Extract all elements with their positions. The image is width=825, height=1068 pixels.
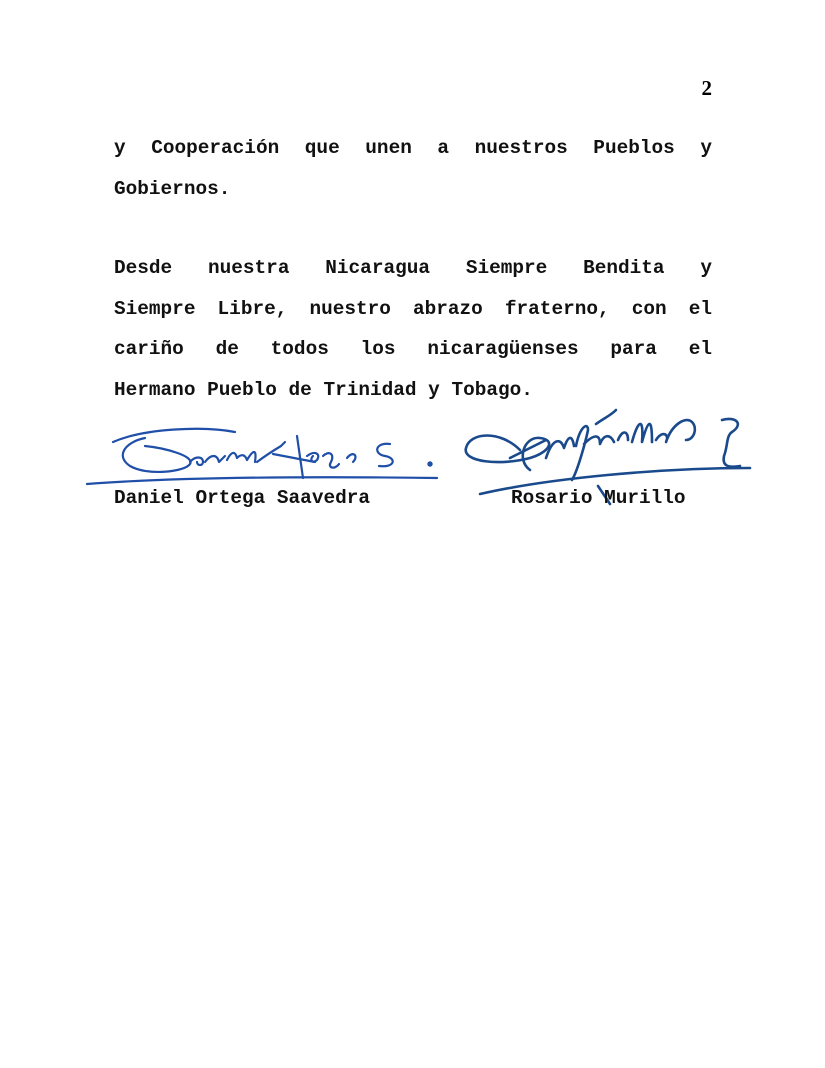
text-line: cariño de todos los nicaragüenses para el (114, 338, 712, 360)
paragraph-greeting (114, 248, 712, 410)
signature-daniel-ortega (85, 420, 445, 490)
signatory-name: Daniel Ortega Saavedra (114, 487, 370, 509)
text-line: Hermano Pueblo de Trinidad y Tobago. (114, 378, 533, 401)
signatory-name: Rosario Murillo (511, 487, 686, 509)
text-line: y Cooperación que unen a nuestros Pueblos y (114, 137, 712, 159)
text-line: Desde nuestra Nicaragua Siempre Bendita y (114, 257, 712, 279)
text-line: Siempre Libre, nuestro abrazo fraterno, con el (114, 297, 712, 320)
text-line: Gobiernos. (114, 177, 231, 200)
paragraph-closing (114, 128, 712, 209)
page-number: 2 (701, 76, 712, 100)
